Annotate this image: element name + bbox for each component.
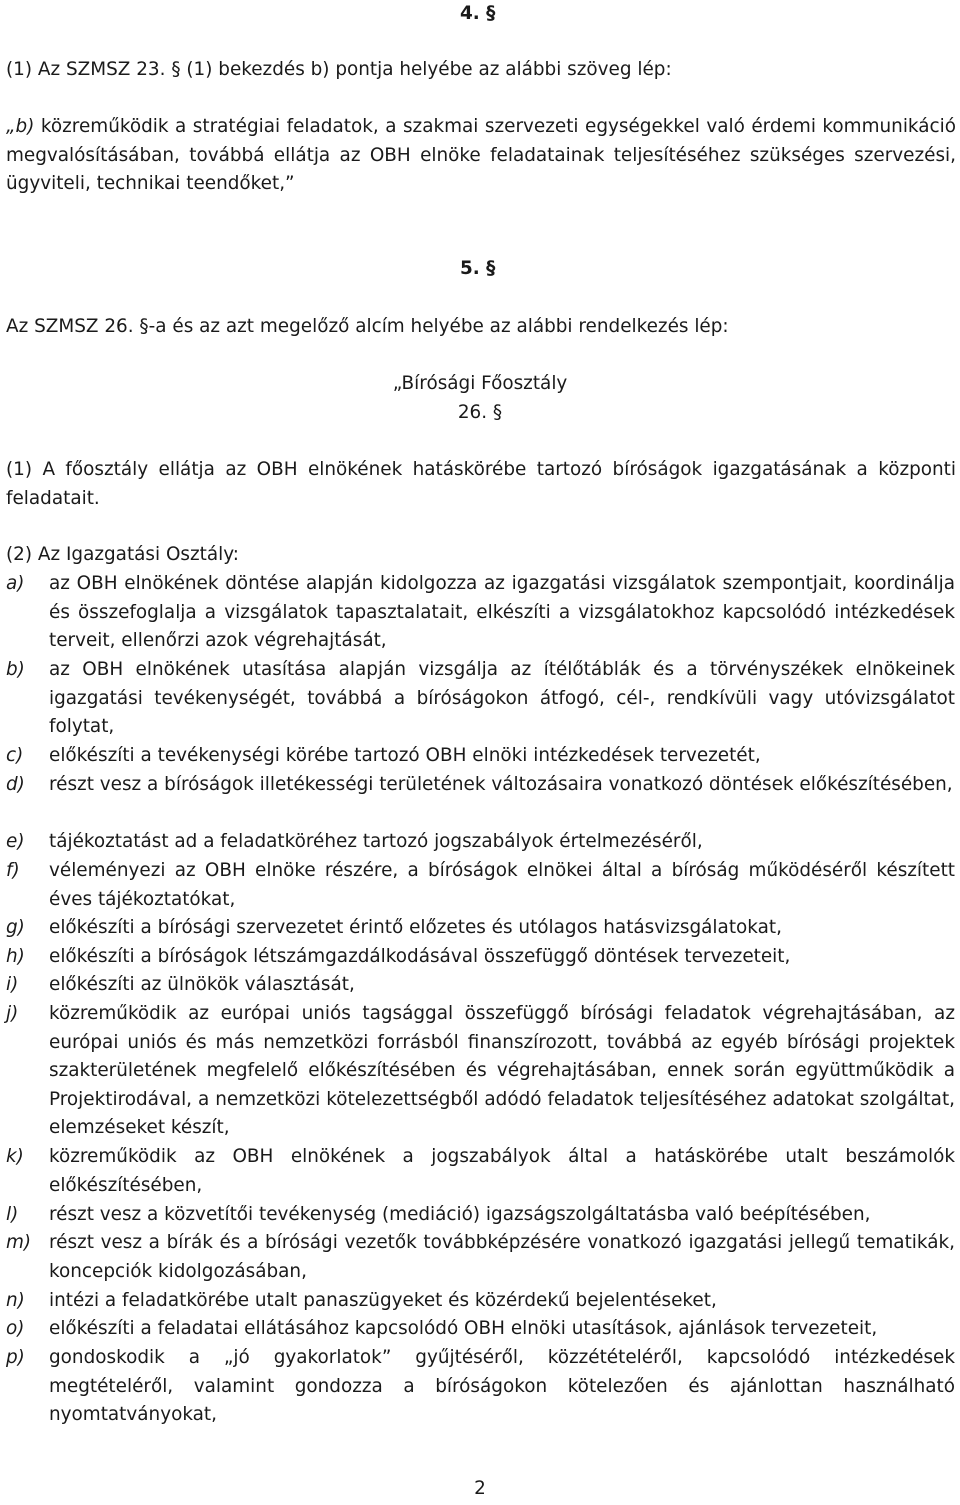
item-text: közreműködik az európai uniós tagsággal összefüggő bírósági feladatok végrehajtásában, az európai uniós és más nemzetközi forrásból finanszírozott, továbbá az egyéb bírósági projektek szakterületének megfelelő előkészítésében és végrehajtásában, ennek során együttműködik a Projektirodával, a nemzetközi kötelezettségből adódó feladatok teljesítéséhez adatokat szolgáltat, elemzéseket készít, <box>49 1003 955 1139</box>
item-label: j) <box>6 1003 19 1024</box>
paragraph-2-heading: (2) Az Igazgatási Osztály: <box>6 544 239 565</box>
item-text: előkészíti az ülnökök választását, <box>49 974 355 995</box>
item-text: részt vesz a közvetítői tevékenység (mediáció) igazságszolgáltatásba való beépítésében, <box>49 1204 871 1225</box>
item-text: előkészíti a bírósági szervezetet érintő előzetes és utólagos hatásvizsgálatokat, <box>49 917 782 938</box>
item-text: előkészíti a bíróságok létszámgazdálkodásával összefüggő döntések tervezeteit, <box>49 946 791 967</box>
article-number: 26. § <box>457 402 503 423</box>
item-text: intézi a feladatkörébe utalt panaszügyeket és közérdekű bejelentéseket, <box>49 1290 717 1311</box>
section-5-intro: Az SZMSZ 26. §-a és az azt megelőző alcím helyébe az alábbi rendelkezés lép: <box>6 316 729 337</box>
item-label: o) <box>6 1318 25 1339</box>
item-label: g) <box>6 917 25 938</box>
item-label: a) <box>6 573 25 594</box>
subtitle: „Bírósági Főosztály <box>392 373 568 394</box>
item-label: h) <box>6 946 25 967</box>
item-label: n) <box>6 1290 25 1311</box>
item-text: közreműködik az OBH elnökének a jogszabályok által a hatáskörébe utalt beszámolók előkészítésében, <box>49 1146 955 1196</box>
item-text: véleményezi az OBH elnöke részére, a bíróságok elnökei által a bíróság működéséről készített éves tájékoztatókat, <box>49 860 955 910</box>
section-5-heading: 5. § <box>460 258 496 279</box>
item-text: részt vesz a bírák és a bírósági vezetők továbbképzésére vonatkozó igazgatási jellegű tematikák, koncepciók kidolgozásában, <box>49 1232 955 1282</box>
item-text: az OBH elnökének döntése alapján kidolgozza az igazgatási vizsgálatok szempontjait, koordinálja és összefoglalja a vizsgálatok tapasztalatait, elkészíti a vizsgálatokhoz kapcsolódó intézkedések terveit, ellenőrzi azok végrehajtását, <box>49 573 955 652</box>
item-label: m) <box>6 1232 32 1253</box>
item-label: k) <box>6 1146 24 1167</box>
quote-text: közreműködik a stratégiai feladatok, a szakmai szervezeti egységekkel való érdemi kommunikáció megvalósításában, továbbá ellátja az OBH elnöke feladatainak teljesítéséhez szükséges szervezési, ügyviteli, technikai teendőket,” <box>6 116 956 195</box>
item-label: p) <box>6 1347 25 1368</box>
item-text: előkészíti a feladatai ellátásához kapcsolódó OBH elnöki utasítások, ajánlások tervezeteit, <box>49 1318 878 1339</box>
section-4-intro: (1) Az SZMSZ 23. § (1) bekezdés b) pontja helyébe az alábbi szöveg lép: <box>6 59 672 80</box>
item-label: l) <box>6 1204 19 1225</box>
item-label: c) <box>6 745 24 766</box>
item-label: b) <box>6 659 25 680</box>
quote-label: „b) <box>6 116 35 137</box>
item-label: f) <box>6 860 20 881</box>
paragraph-1: (1) A főosztály ellátja az OBH elnökének hatáskörébe tartozó bíróságok igazgatásának a központi feladatait. <box>6 459 956 509</box>
item-text: az OBH elnökének utasítása alapján vizsgálja az ítélőtáblák és a törvényszékek elnökeinek igazgatási tevékenységét, továbbá a bíróságokon átfogó, cél-, rendkívüli vagy utóvizsgálatot folytat, <box>49 659 955 738</box>
section-4-quote-paragraph <box>6 113 956 199</box>
item-text: gondoskodik a „jó gyakorlatok” gyűjtéséről, közzétételéről, kapcsolódó intézkedések megtételéről, valamint gondozza a bíróságokon kötelezően és ajánlottan használható nyomtatványokat, <box>49 1347 955 1426</box>
item-text: tájékoztatást ad a feladatköréhez tartozó jogszabályok értelmezéséről, <box>49 831 703 852</box>
item-label: i) <box>6 974 19 995</box>
page-number: 2 <box>474 1478 486 1499</box>
item-label: e) <box>6 831 25 852</box>
item-label: d) <box>6 774 25 795</box>
section-4-quote <box>6 113 956 199</box>
section-4-heading: 4. § <box>460 3 496 24</box>
item-text: részt vesz a bíróságok illetékességi területének változásaira vonatkozó döntések előkészítésében, <box>49 774 953 795</box>
item-text: előkészíti a tevékenységi körébe tartozó OBH elnöki intézkedések tervezetét, <box>49 745 761 766</box>
